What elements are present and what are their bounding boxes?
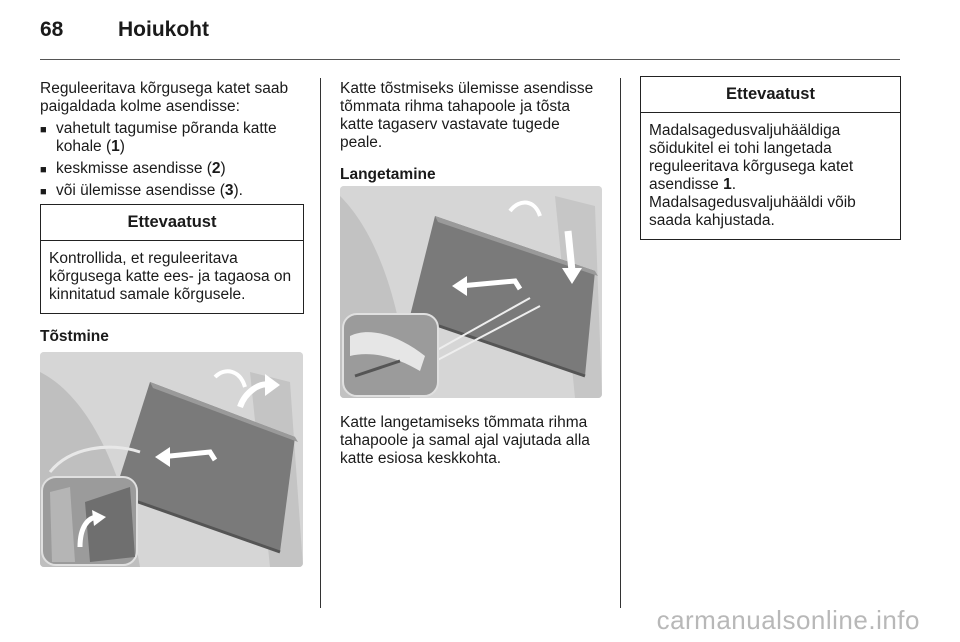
page-title: Hoiukoht (118, 18, 209, 41)
list-item: ■ keskmisse asendisse (2) (40, 160, 304, 178)
lowering-paragraph: Katte langetamiseks tõmmata rihma tahapoole ja samal ajal vajutada alla katte esiosa keskkohta. (340, 414, 590, 467)
intro-paragraph: Reguleeritava kõrgusega katet saab paigaldada kolme asendisse: (40, 80, 289, 115)
list-item: ■ vahetult tagumise põranda katte kohale (1) (40, 120, 304, 156)
caution-body: Kontrollida, et reguleeritava kõrgusega katte ees- ja tagaosa on kinnitatud samale kõrgusele. (49, 250, 292, 303)
page-number: 68 (40, 18, 64, 41)
illustration-lifting (40, 352, 303, 567)
position-list (40, 120, 304, 200)
subheading-lifting: Tõstmine (40, 328, 109, 345)
caution-box (40, 204, 304, 314)
lifting-paragraph: Katte tõstmiseks ülemisse asendisse tõmmata rihma tahapoole ja tõsta katte tagaserv vastavate tugede peale. (340, 80, 594, 151)
column-3 (640, 76, 901, 240)
header-rule (40, 59, 900, 60)
list-item: ■ või ülemisse asendisse (3). (40, 182, 304, 200)
illustration-lowering (340, 186, 602, 398)
subheading-lowering: Langetamine (340, 166, 436, 183)
column-2-lower (340, 414, 605, 468)
column-divider (620, 78, 621, 608)
column-divider (320, 78, 321, 608)
page-header (40, 18, 209, 48)
caution-title: Ettevaatust (641, 77, 900, 113)
caution-body: Madalsagedusvaljuhääldiga sõidukitel ei tohi langetada reguleeritava kõrgusega katet asendisse 1. Madalsagedusvaljuhääldi võib saada kahjustada. (649, 122, 856, 229)
watermark: carmanualsonline.info (656, 605, 920, 635)
caution-box-speaker (640, 76, 901, 240)
column-1 (40, 80, 304, 346)
caution-title: Ettevaatust (41, 205, 303, 241)
column-2 (340, 80, 605, 184)
